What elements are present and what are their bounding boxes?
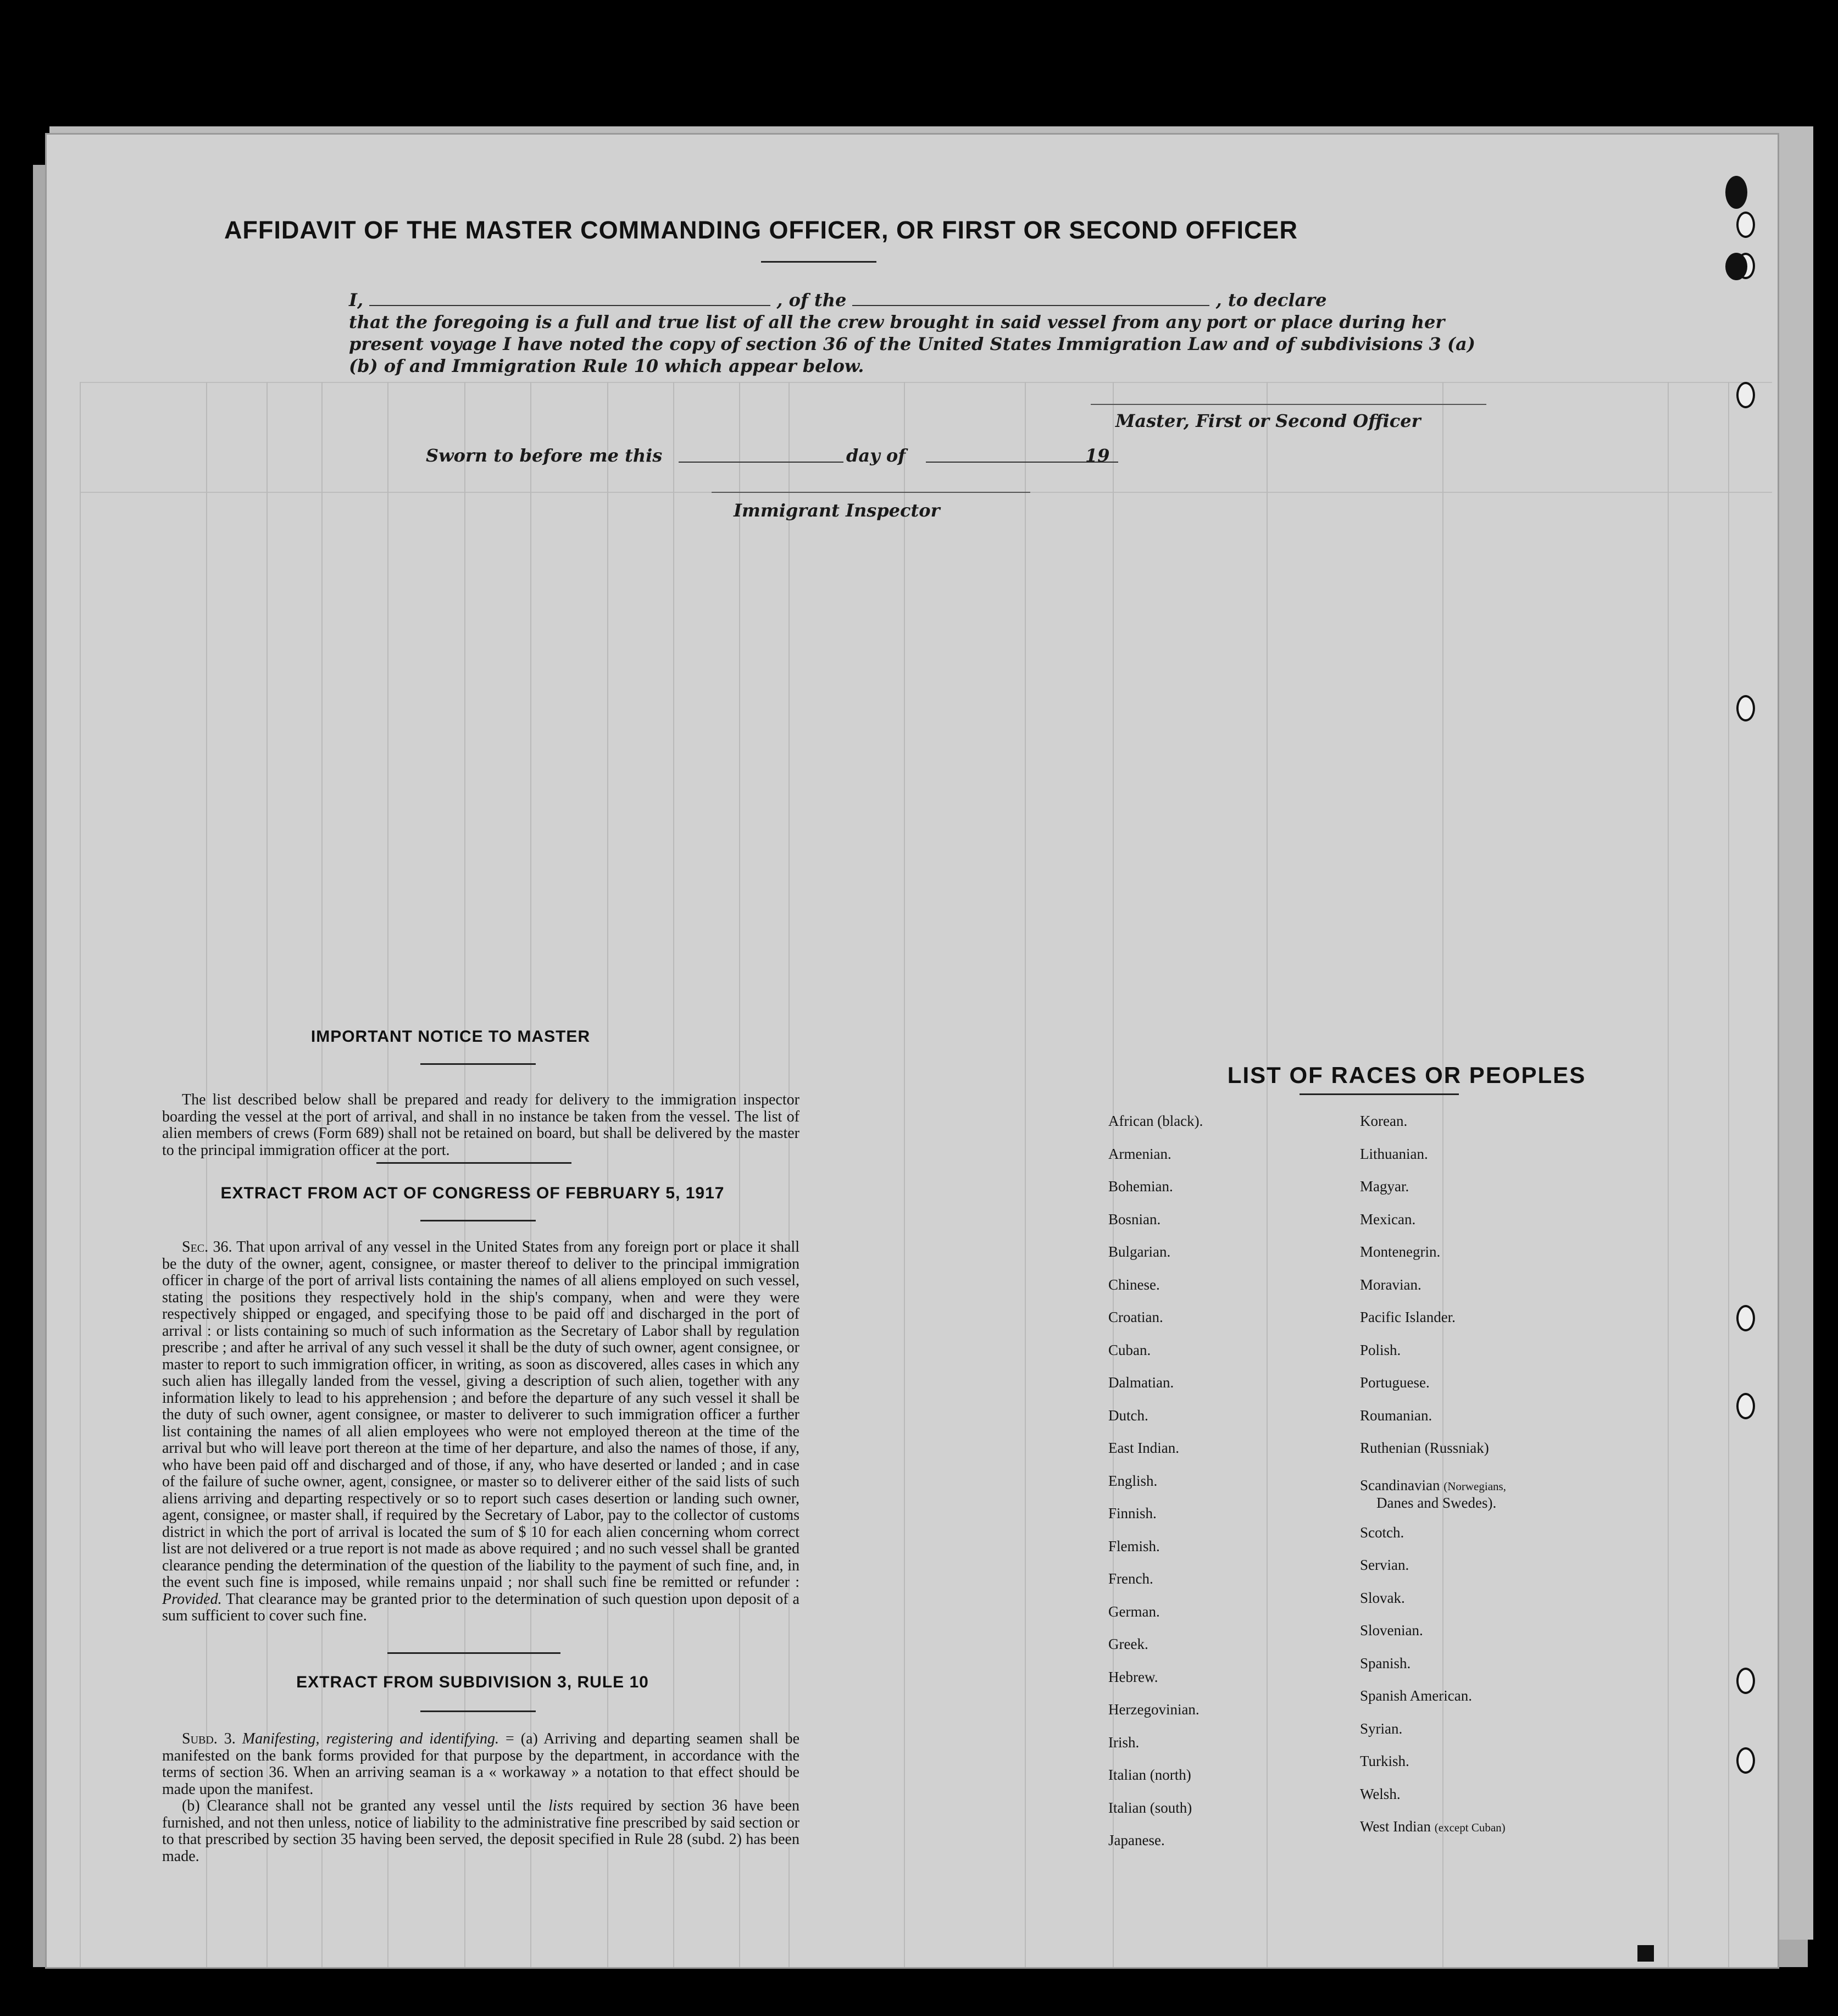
year-prefix: 19: [1085, 445, 1110, 466]
race-item: Japanese.: [1108, 1832, 1165, 1848]
inspector-caption: Immigrant Inspector: [734, 500, 940, 521]
race-item: Servian.: [1360, 1557, 1409, 1573]
race-item: Flemish.: [1108, 1537, 1160, 1554]
declaration-to-declare: , to declare: [1215, 290, 1327, 310]
title-underline: [761, 261, 876, 263]
declaration-line-1: [349, 290, 1326, 310]
rule-subd-lead: Subd. 3.: [182, 1730, 236, 1747]
race-item: Armenian.: [1108, 1145, 1171, 1162]
race-item-west-indian: [1360, 1818, 1506, 1851]
vessel-name-blank[interactable]: [852, 305, 1209, 306]
race-item: Welsh.: [1360, 1785, 1401, 1802]
binding-hole-mark: [1736, 212, 1755, 238]
race-item: Cuban.: [1108, 1341, 1151, 1358]
declaration-line-4: (b) of and Immigration Rule 10 which appear below.: [349, 356, 864, 376]
page-corner-blot: [1637, 1945, 1654, 1962]
rule-para-b-end: required by section 36 have been furnished, and not then unless, notice of liability to the administrative fine prescribed by said section or to that prescribed by section 35 having been served, the deposit specified in Rule 28 (subd. 2) has been made.: [162, 1797, 800, 1865]
race-item: Ruthenian (Russniak): [1360, 1440, 1489, 1456]
officer-name-blank[interactable]: [369, 305, 770, 306]
rule-para-b-start: (b) Clearance shall not be granted any vessel until the: [182, 1797, 542, 1814]
race-item: English.: [1108, 1472, 1158, 1489]
race-item: Magyar.: [1360, 1178, 1409, 1195]
race-item: Slovenian.: [1360, 1622, 1423, 1639]
race-item: Scotch.: [1360, 1524, 1404, 1541]
act-underline: [420, 1220, 536, 1221]
notice-underline: [420, 1063, 536, 1065]
sworn-before-text: Sworn to before me this: [426, 445, 663, 466]
inspector-signature-line[interactable]: [712, 492, 1030, 493]
race-item: Hebrew.: [1108, 1668, 1158, 1685]
affidavit-title: AFFIDAVIT OF THE MASTER COMMANDING OFFICER, OR FIRST OR SECOND OFFICER: [224, 216, 1298, 244]
declaration-line-2: that the foregoing is a full and true list of all the crew brought in said vessel from any port or place during her: [349, 312, 1445, 332]
race-item-scandinavian: [1360, 1473, 1506, 1524]
race-item: Dutch.: [1108, 1407, 1148, 1424]
race-item: Dalmatian.: [1108, 1374, 1174, 1391]
race-item: Slovak.: [1360, 1589, 1405, 1606]
race-item: Polish.: [1360, 1341, 1401, 1358]
day-of-text: day of: [846, 445, 906, 466]
race-item: East Indian.: [1108, 1440, 1179, 1456]
race-item: Bulgarian.: [1108, 1243, 1171, 1260]
declaration-of-the: , of the: [776, 290, 847, 310]
race-item: Turkish.: [1360, 1753, 1409, 1769]
race-item: Roumanian.: [1360, 1407, 1432, 1424]
race-item: Spanish American.: [1360, 1687, 1472, 1704]
race-item: Moravian.: [1360, 1276, 1421, 1293]
act-extract-paragraph: [162, 1239, 799, 1625]
race-item: French.: [1108, 1570, 1153, 1587]
race-item: Italian (south): [1108, 1799, 1192, 1816]
race-item: Pacific Islander.: [1360, 1309, 1456, 1325]
races-underline: [1300, 1093, 1459, 1095]
race-item: Syrian.: [1360, 1720, 1403, 1737]
notice-paragraph: [162, 1092, 799, 1159]
rule-para-a: = (a) Arriving and departing seamen shall be manifested on the bank forms provided for that purpose by the department, in accordance with the terms of section 36. When an arriving seaman is a « workaway » a notation to that effect should be made upon the manifest.: [162, 1730, 800, 1798]
race-item: Montenegrin.: [1360, 1243, 1441, 1260]
binding-hole-mark: [1736, 1668, 1755, 1694]
binding-hole-mark: [1736, 382, 1755, 408]
binding-hole-mark: [1736, 1393, 1755, 1419]
races-right-column: [1360, 1113, 1506, 1851]
notice-divider: [376, 1162, 571, 1164]
binding-hole-mark: [1736, 1305, 1755, 1331]
binding-hole-mark: [1736, 1747, 1755, 1774]
act-section-lead: Sec. 36.: [182, 1239, 232, 1256]
race-item: Bosnian.: [1108, 1210, 1161, 1228]
race-item: Croatian.: [1108, 1309, 1163, 1325]
race-item: Portuguese.: [1360, 1374, 1430, 1391]
officer-signature-line[interactable]: [1091, 404, 1486, 405]
page-hole-mark: [1725, 253, 1747, 280]
race-item: Korean.: [1360, 1113, 1408, 1129]
binding-hole-mark: [1736, 695, 1755, 721]
race-item: Finnish.: [1108, 1505, 1157, 1521]
race-item: Bohemian.: [1108, 1178, 1173, 1195]
page-hole-mark: [1725, 176, 1747, 209]
race-item: Spanish.: [1360, 1654, 1411, 1671]
races-left-column: [1108, 1113, 1203, 1865]
race-scandinavian-note: (Norwegians,: [1443, 1479, 1506, 1493]
rule-extract-paragraph: [162, 1731, 799, 1865]
officer-signature-caption: Master, First or Second Officer: [1115, 410, 1421, 431]
race-west-indian: West Indian: [1360, 1818, 1431, 1835]
declaration-i: I,: [349, 290, 364, 310]
notice-title: IMPORTANT NOTICE TO MASTER: [310, 1028, 591, 1046]
rule-para-b-lists: lists: [548, 1797, 574, 1814]
notice-body: The list described below shall be prepared and ready for delivery to the immigration inspector boarding the vessel at the port of arrival, and shall in no instance be taken from the vessel. The list of alien members of crews (Form 689) shall not be retained on board, but shall be delivered by the master to the principal immigration officer at the port.: [162, 1091, 799, 1159]
act-body: That upon arrival of any vessel in the United States from any foreign port or place it shall be the duty of the owner, agent, consignee, or master thereof to deliver to the principal immigration officer in charge of the port of arrival lists containing the names of all aliens employed on such vessel, stating the positions they respectively hold in the ship's company, when and were they were respectively shipped or engaged, and specifying those to be paid off and discharged in the port of arrival : or lists containing so much of such information as the Secretary of Labor shall by regulation prescribe ; and after he arrival of any such vessel it shall be the duty of such owner, agent consignee, or master to report to such immigration officer, in writing, as soon as discovered, alles cases in which any such alien has illegally landed from the vessel, giving a description of such alien, together with any information likely to lead to his apprehension ; and before the departure of any such vessel it shall be the duty of such owner, agent consignee, or master to deliverer to such immigration officer a further list containing the names of all alien employees who were not employed thereon at the time of the arrival but who will leave port thereon at the time of her departure, and also the names of those, if any, who have been paid off and discharged and of those, if any, who have deserted or landed ; and in case of the failure of suche owner, agent, consignee, or master so to deliverer either of the said lists of such aliens arriving and departing respectively or so to report such cases desertion or landing such owner, agent, consignee, or master shall, if required by the Secretary of Labor, pay to the collector of customs district in which the port of arrival is located the sum of $ 10 for each alien concerning whom correct list are not delivered or a true report is not made as above required ; and no such vessel shall be granted clearance pending the determination of the question of the liability to the payment of such fine, and, in the event such fine is imposed, while remains unpaid ; nor shall such fine be remitted or refunder :: [162, 1239, 799, 1591]
act-proviso: Provided.: [162, 1590, 222, 1608]
race-item: Lithuanian.: [1360, 1145, 1428, 1162]
race-scandinavian: Scandinavian: [1360, 1476, 1440, 1493]
sworn-day-blank[interactable]: [679, 462, 843, 463]
race-item: Irish.: [1108, 1734, 1140, 1751]
race-item: Herzegovinian.: [1108, 1701, 1200, 1718]
act-tail: That clearance may be granted prior to the determination of such question upon deposit of a sum sufficient to cover such fine.: [162, 1590, 799, 1624]
race-scandinavian-line2: Danes and Swedes).: [1376, 1494, 1497, 1511]
races-title: LIST OF RACES OR PEOPLES: [1227, 1062, 1586, 1088]
act-divider: [387, 1652, 560, 1654]
rule-extract-title: EXTRACT FROM SUBDIVISION 3, RULE 10: [296, 1673, 649, 1691]
race-item: Chinese.: [1108, 1276, 1160, 1293]
race-west-indian-note: (except Cuban): [1434, 1821, 1506, 1834]
faded-crew-list-grid: [80, 382, 1772, 1967]
rule-heading: Manifesting, registering and identifying.: [242, 1730, 499, 1747]
race-item: Italian (north): [1108, 1767, 1191, 1783]
race-item: Mexican.: [1360, 1210, 1416, 1228]
act-extract-title: EXTRACT FROM ACT OF CONGRESS OF FEBRUARY 5, 1917: [220, 1184, 725, 1202]
race-item: Greek.: [1108, 1636, 1148, 1652]
race-item: African (black).: [1108, 1113, 1203, 1129]
rule-underline: [420, 1710, 536, 1712]
document-page: [47, 135, 1778, 1967]
declaration-line-3: present voyage I have noted the copy of section 36 of the United States Immigration Law and of subdivisions 3 (a): [349, 334, 1475, 354]
race-item: German.: [1108, 1603, 1160, 1620]
